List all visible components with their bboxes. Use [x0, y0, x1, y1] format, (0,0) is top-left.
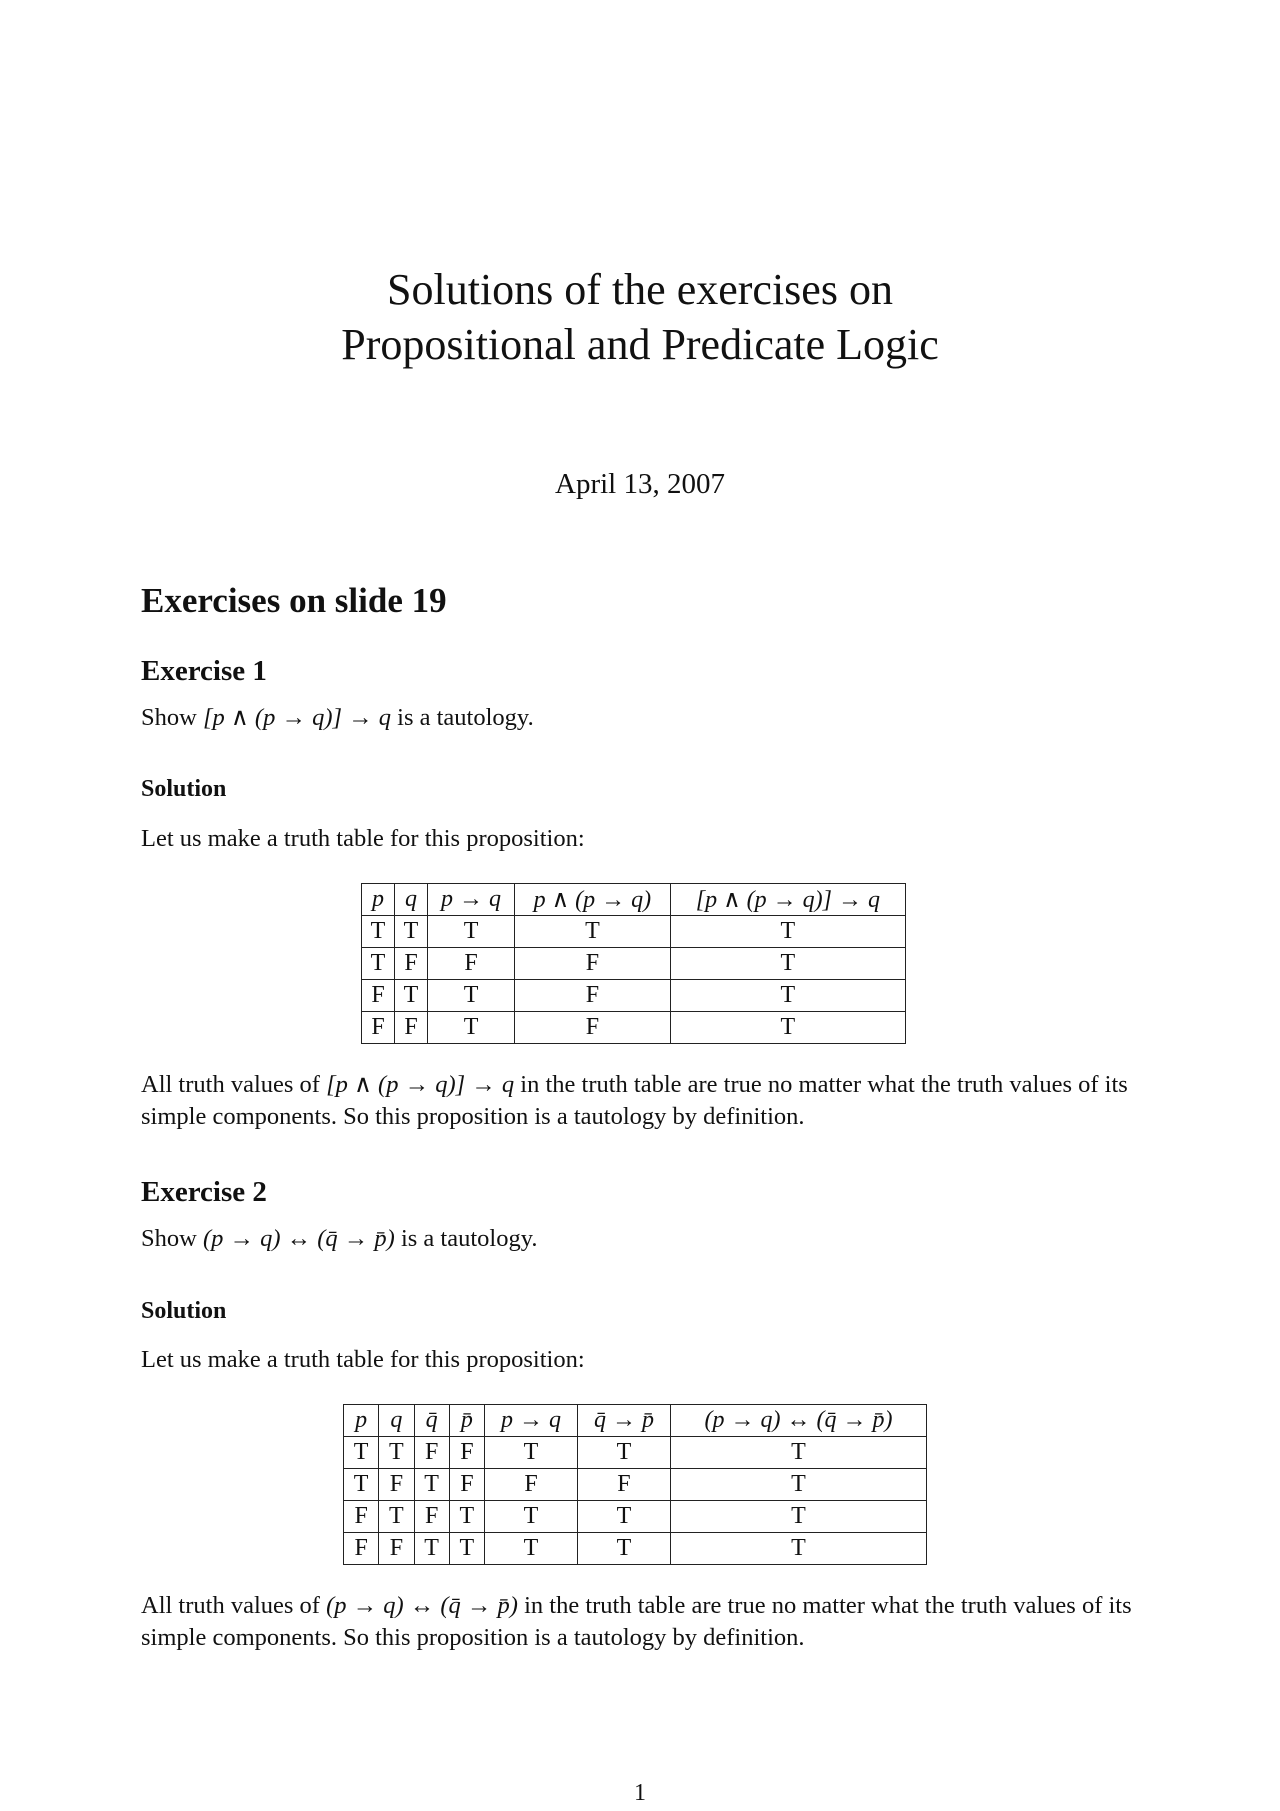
table-cell: F [515, 948, 671, 980]
exercise-2-solution-heading: Solution [141, 1298, 227, 1324]
table-row [362, 980, 906, 1012]
exercise-2-conclusion [141, 1590, 1141, 1654]
table-row [362, 916, 906, 948]
table-cell: F [395, 948, 428, 980]
table-cell: F [449, 1469, 484, 1501]
table-cell: F [362, 1012, 395, 1044]
table-cell: T [670, 1469, 926, 1501]
statement-prefix: Show [141, 704, 203, 731]
conclusion-prefix: All truth values of [141, 1071, 327, 1098]
table-cell: T [428, 980, 515, 1012]
exercise-2-intro: Let us make a truth table for this proposition: [141, 1346, 585, 1373]
table-cell: T [344, 1437, 379, 1469]
table-header-cell: q̄ → p̄ [577, 1405, 670, 1437]
table-header-cell: q [395, 884, 428, 916]
table-header-row [344, 1405, 927, 1437]
table-header-cell: p → q [428, 884, 515, 916]
table-cell: T [577, 1437, 670, 1469]
table-cell: F [395, 1012, 428, 1044]
table-cell: F [449, 1437, 484, 1469]
title-line-1: Solutions of the exercises on [387, 265, 893, 314]
table-cell: T [485, 1533, 578, 1565]
statement-suffix: is a tautology. [391, 704, 534, 731]
table-cell: F [515, 1012, 671, 1044]
table-row [362, 948, 906, 980]
conclusion-formula: (p → q) ↔ (q̄ → p̄) [326, 1592, 518, 1619]
table-cell: F [485, 1469, 578, 1501]
table-cell: T [485, 1437, 578, 1469]
document-date: April 13, 2007 [555, 468, 725, 500]
table-header-cell: p → q [485, 1405, 578, 1437]
table-cell: T [577, 1533, 670, 1565]
statement-prefix: Show [141, 1225, 203, 1252]
exercise-1-solution-heading: Solution [141, 776, 227, 802]
table-cell: T [414, 1469, 449, 1501]
truth-table-2 [343, 1404, 927, 1565]
table-cell: F [344, 1501, 379, 1533]
table-cell: T [670, 980, 905, 1012]
exercise-1-conclusion [141, 1069, 1141, 1133]
exercise-1-heading: Exercise 1 [141, 655, 267, 687]
table-cell: F [344, 1533, 379, 1565]
statement-formula: [p ∧ (p → q)] → q [202, 704, 392, 731]
table-cell: T [515, 916, 671, 948]
table-cell: F [379, 1469, 414, 1501]
table-cell: T [344, 1469, 379, 1501]
table-cell: T [395, 980, 428, 1012]
table-header-cell: (p → q) ↔ (q̄ → p̄) [670, 1405, 926, 1437]
table-cell: T [428, 1012, 515, 1044]
table-cell: T [670, 1012, 905, 1044]
table-cell: T [362, 948, 395, 980]
conclusion-suffix: in the truth table are true no matter what the truth values of its simple components. So this proposition is a tautology by definition. [141, 1592, 1132, 1651]
conclusion-formula: [p ∧ (p → q)] → q [326, 1071, 515, 1098]
title-line-2: Propositional and Predicate Logic [341, 320, 939, 369]
section-heading: Exercises on slide 19 [141, 581, 447, 620]
table-cell: T [670, 948, 905, 980]
table-cell: F [515, 980, 671, 1012]
table-header-cell: q [379, 1405, 414, 1437]
table-header-cell: p̄ [449, 1405, 484, 1437]
table-cell: T [670, 1437, 926, 1469]
table-cell: T [379, 1501, 414, 1533]
table-cell: T [670, 916, 905, 948]
table-row [344, 1437, 927, 1469]
table-cell: T [485, 1501, 578, 1533]
table-row [344, 1533, 927, 1565]
table-cell: T [577, 1501, 670, 1533]
exercise-2-heading: Exercise 2 [141, 1176, 267, 1208]
table-cell: F [428, 948, 515, 980]
exercise-2-statement [141, 1223, 1141, 1255]
table-header-cell: p [344, 1405, 379, 1437]
table-cell: T [449, 1501, 484, 1533]
table-header-row [362, 884, 906, 916]
table-cell: F [414, 1501, 449, 1533]
table-row [362, 1012, 906, 1044]
table-cell: F [379, 1533, 414, 1565]
table-cell: T [395, 916, 428, 948]
table-header-cell: p [362, 884, 395, 916]
table-row [344, 1501, 927, 1533]
exercise-1-intro: Let us make a truth table for this proposition: [141, 825, 585, 852]
page-number: 1 [634, 1780, 646, 1806]
table-cell: F [577, 1469, 670, 1501]
table-cell: T [670, 1533, 926, 1565]
table-cell: F [414, 1437, 449, 1469]
truth-table-1 [361, 883, 906, 1044]
conclusion-suffix: in the truth table are true no matter what the truth values of its simple components. So this proposition is a tautology by definition. [141, 1071, 1128, 1130]
conclusion-prefix: All truth values of [141, 1592, 327, 1619]
table-cell: T [379, 1437, 414, 1469]
table-cell: F [362, 980, 395, 1012]
document-title [0, 262, 1280, 372]
table-cell: T [449, 1533, 484, 1565]
table-header-cell: p ∧ (p → q) [515, 884, 671, 916]
statement-suffix: is a tautology. [394, 1225, 538, 1252]
table-header-cell: [p ∧ (p → q)] → q [670, 884, 905, 916]
exercise-1-statement [141, 702, 1141, 734]
table-header-cell: q̄ [414, 1405, 449, 1437]
statement-formula: (p → q) ↔ (q̄ → p̄) [202, 1225, 395, 1252]
table-cell: T [414, 1533, 449, 1565]
table-row [344, 1469, 927, 1501]
table-cell: T [428, 916, 515, 948]
table-cell: T [670, 1501, 926, 1533]
table-cell: T [362, 916, 395, 948]
